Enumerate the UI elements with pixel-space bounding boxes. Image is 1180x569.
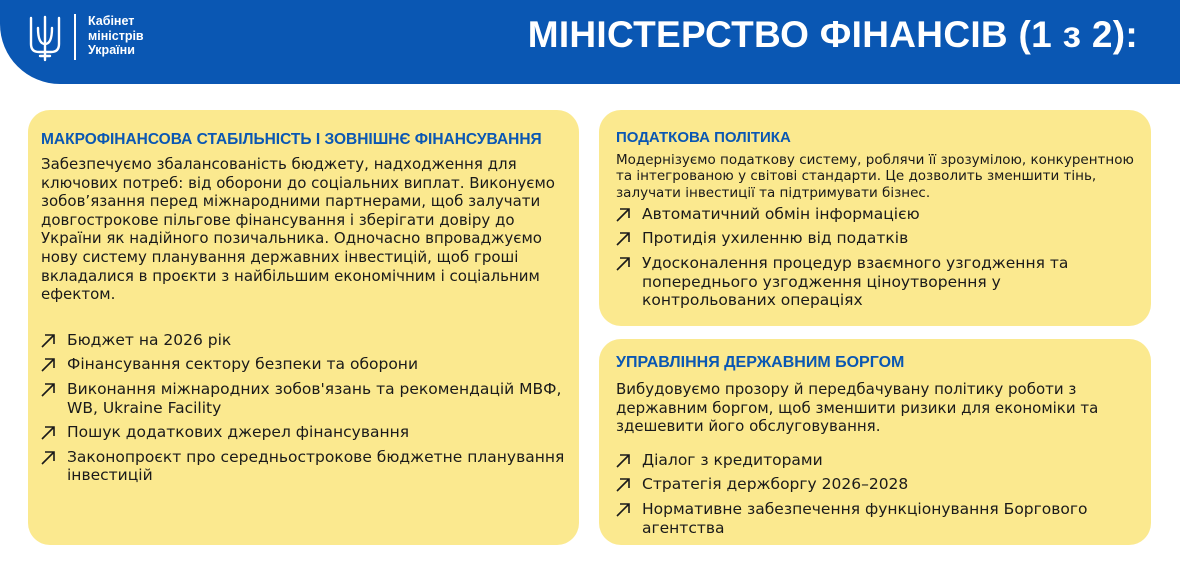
list-item-label: Нормативне забезпечення функціонування Боргового агентства (642, 499, 1088, 537)
list-item-label: Законопроєкт про середньострокове бюджетне планування інвестицій (67, 447, 565, 485)
list-item (41, 355, 565, 374)
list-item (41, 448, 565, 485)
logo-line-2: міністрів (88, 28, 144, 43)
tax-card-description: Модернізуємо податкову систему, роблячи її зрозумілою, конкурентною та інтегрованою у світові стандарти. Це дозволить зменшити тінь, залучати інвестиції та підтримувати бізнес. (616, 152, 1134, 201)
public-debt-card (599, 339, 1151, 545)
arrow-up-right-icon (616, 232, 630, 246)
debt-card-description: Вибудовуємо прозору й передбачувану політику роботи з державним боргом, щоб зменшити ризики для економіки та здешевити його обслуговування. (616, 380, 1099, 436)
page-title: МІНІСТЕРСТВО ФІНАНСІВ (1 з 2): (527, 14, 1138, 55)
debt-card-title: УПРАВЛІННЯ ДЕРЖАВНИМ БОРГОМ (616, 354, 905, 371)
list-item (616, 229, 1137, 248)
macro-card-description: Забезпечуємо збалансованість бюджету, надходження для ключових потреб: від оборони до соціальних виплат. Виконуємо зобов’язання перед міжнародними партнерами, щоб залучати довгострокове пільгове фінансування і зберігати довіру до України як надійного позичальника. Одночасно впроваджуємо нову систему планування державних інвестицій, щоб гроші вкладалися в проєкти з найбільшим економічним і соціальним ефектом. (41, 155, 555, 304)
cabinet-logo-text (88, 14, 144, 58)
tax-card-title: ПОДАТКОВА ПОЛІТИКА (616, 129, 791, 146)
list-item-label: Стратегія держборгу 2026–2028 (642, 475, 909, 494)
list-item (41, 331, 565, 350)
list-item-label: Автоматичний обмін інформацією (642, 204, 920, 223)
list-item-label: Діалог з кредиторами (642, 450, 823, 469)
arrow-up-right-icon (41, 383, 55, 397)
arrow-up-right-icon (616, 503, 630, 517)
list-item (616, 500, 1137, 537)
list-item (41, 380, 565, 417)
list-item-label: Протидія ухиленню від податків (642, 229, 909, 248)
macro-card-title: МАКРОФІНАНСОВА СТАБІЛЬНІСТЬ І ЗОВНІШНЄ ФІНАНСУВАННЯ (41, 131, 542, 148)
arrow-up-right-icon (616, 208, 630, 222)
arrow-up-right-icon (41, 451, 55, 465)
list-item-label: Бюджет на 2026 рік (67, 330, 232, 349)
list-item-label: Удосконалення процедур взаємного узгодження та попереднього узгодження ціноутворення у контрольованих операціях (642, 254, 1069, 310)
arrow-up-right-icon (41, 426, 55, 440)
tax-policy-card (599, 110, 1151, 326)
macro-items-list (41, 331, 565, 485)
tax-items-list (616, 205, 1137, 310)
list-item-label: Виконання міжнародних зобов'язань та рекомендацій МВФ, WB, Ukraine Facility (67, 379, 562, 417)
logo-line-1: Кабінет (88, 14, 135, 28)
list-item (616, 205, 1137, 224)
list-item (616, 254, 1137, 310)
arrow-up-right-icon (616, 454, 630, 468)
list-item-label: Пошук додаткових джерел фінансування (67, 423, 410, 442)
arrow-up-right-icon (41, 334, 55, 348)
list-item (616, 451, 1137, 470)
list-item (616, 475, 1137, 494)
arrow-up-right-icon (41, 358, 55, 372)
trident-icon (28, 14, 62, 62)
debt-items-list (616, 451, 1137, 537)
list-item-label: Фінансування сектору безпеки та оборони (67, 355, 419, 374)
logo-line-3: України (88, 43, 135, 57)
macro-financial-card (28, 110, 579, 545)
arrow-up-right-icon (616, 257, 630, 271)
logo-separator (74, 14, 76, 60)
header-banner (0, 0, 1180, 84)
arrow-up-right-icon (616, 478, 630, 492)
list-item (41, 423, 565, 442)
